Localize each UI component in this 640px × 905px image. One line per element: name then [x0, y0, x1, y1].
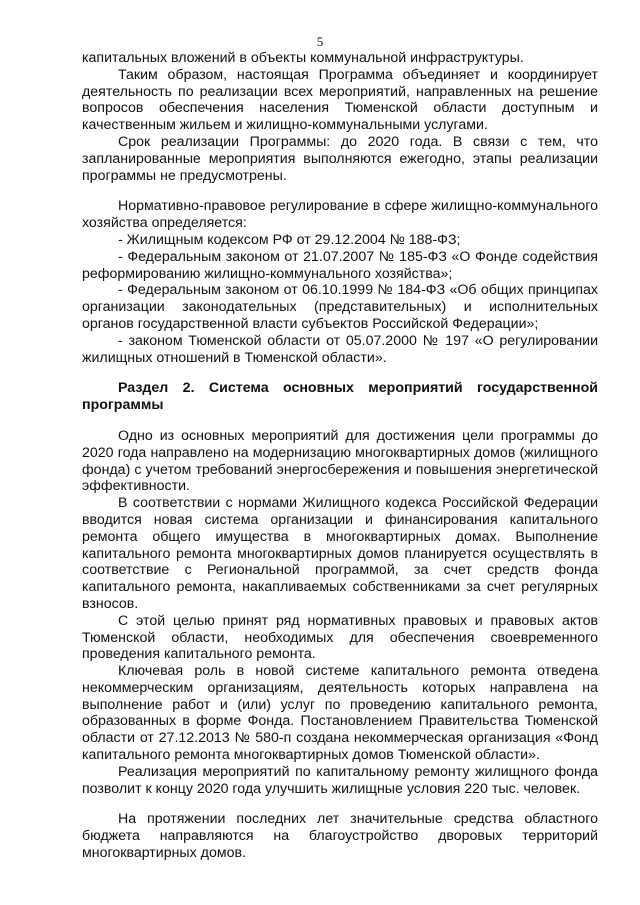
list-item: - Жилищным кодексом РФ от 29.12.2004 № 188-ФЗ; [118, 231, 461, 248]
paragraph: В соответствии с нормами Жилищного кодекса Российской Федерации вводится новая система организации и финансирования капитального ремонта общего имущества в многоквартирных домах. Выполнение капитального ремонта многоквартирных домов планируется осуществлять в соответствие с Региональной программой, за счет средств фонда капитального ремонта, накапливаемых собственниками за счет регулярных взносов. [82, 495, 598, 612]
list-item: - Федеральным законом от 06.10.1999 № 184-ФЗ «Об общих принципах организации законодательных (представительных) и исполнительных органов государственной власти субъектов Российской Федерации»; [82, 282, 598, 332]
paragraph: С этой целью принят ряд нормативных правовых и правовых актов Тюменской области, необходимых для обеспечения своевременного проведения капитального ремонта. [82, 612, 598, 663]
paragraph: На протяжении последних лет значительные средства областного бюджета направляются на благоустройство дворовых территорий многоквартирных домов. [82, 811, 598, 862]
page-number: 5 [316, 34, 324, 49]
document-body [82, 50, 598, 862]
paragraph: Реализация мероприятий по капитальному ремонту жилищного фонда позволит к концу 2020 года улучшить жилищные условия 220 тыс. человек. [82, 763, 598, 797]
list-item: - законом Тюменской области от 05.07.2000 № 197 «О регулировании жилищных отношений в Тюменской области». [82, 332, 598, 366]
paragraph: Таким образом, настоящая Программа объединяет и координирует деятельность по реализации всех мероприятий, направленных на решение вопросов обеспечения населения Тюменской области доступным и качественным жильем и жилищно-коммунальными услугами. [82, 66, 598, 134]
paragraph: капитальных вложений в объекты коммунальной инфраструктуры. [82, 50, 524, 66]
section-title: Раздел 2. Система основных мероприятий государственной программы [82, 380, 598, 414]
paragraph: Нормативно-правовое регулирование в сфере жилищно-коммунального хозяйства определяется: [82, 198, 598, 232]
paragraph: Срок реализации Программы: до 2020 года. В связи с тем, что запланированные мероприятия выполняются ежегодно, этапы реализации программы не предусмотрены. [82, 133, 598, 184]
list-item: - Федеральным законом от 21.07.2007 № 185-ФЗ «О Фонде содействия реформированию жилищно-коммунального хозяйства»; [82, 248, 598, 282]
paragraph: Одно из основных мероприятий для достижения цели программы до 2020 года направлено на модернизацию многоквартирных домов (жилищного фонда) с учетом требований энергосбережения и повышения энергетической эффективности. [82, 427, 598, 495]
paragraph: Ключевая роль в новой системе капитального ремонта отведена некоммерческим организациям, деятельность которых направлена на выполнение работ и (или) услуг по проведению капитального ремонта, образованных в форме Фонда. Постановлением Правительства Тюменской области от 27.12.2013 № 580-п создана некоммерческая организация «Фонд капитального ремонта многоквартирных домов Тюменской области». [82, 663, 598, 764]
